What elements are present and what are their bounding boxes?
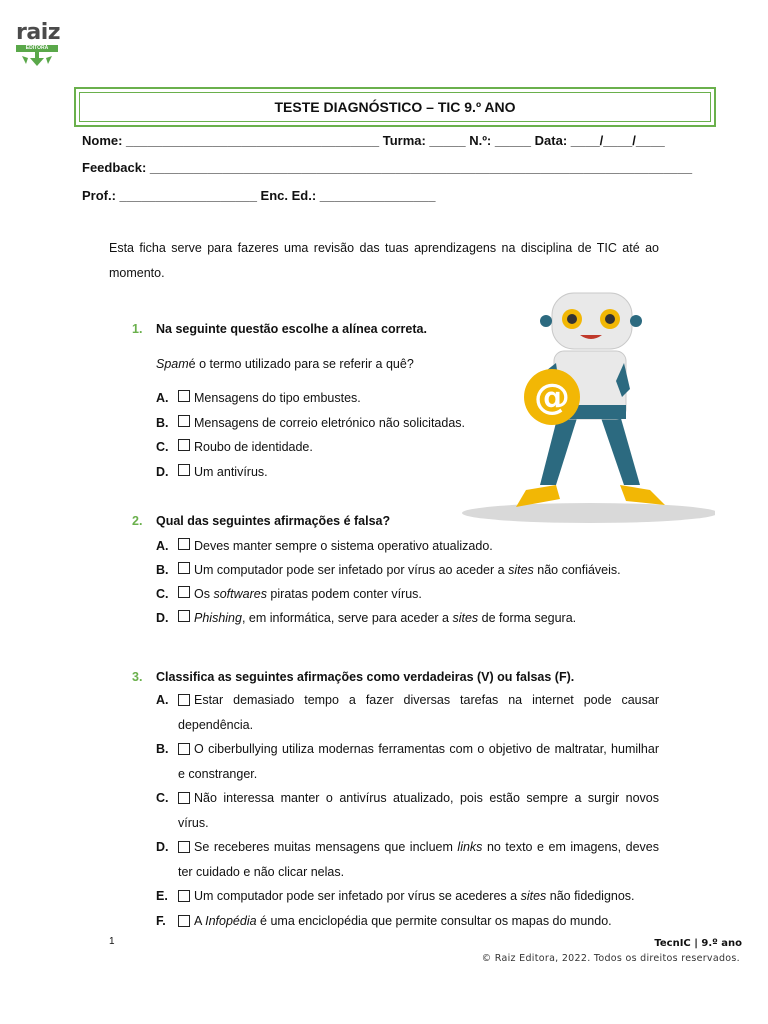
question-text: Qual das seguintes afirmações é falsa? [156,514,391,528]
q1-option-c: C. Roubo de identidade. [156,440,313,454]
page-number: 1 [109,936,115,947]
question-1-prompt [156,357,414,371]
q3-option-f: F. A Infopédia é uma enciclopédia que permite consultar os mapas do mundo. [156,914,612,928]
q2-option-c: C. Os softwares piratas podem conter vírus. [156,587,422,601]
logo-word: raiz [16,20,61,45]
q1-option-d: D. Um antivírus. [156,465,268,479]
checkbox[interactable] [178,538,190,550]
checkbox[interactable] [178,915,190,927]
checkbox[interactable] [178,562,190,574]
svg-text:@: @ [534,377,570,418]
checkbox[interactable] [178,390,190,402]
name-class-date-line: Nome: ___________________________________ Turma: _____ N.º: _____ Data: ____/____/____ [82,133,665,148]
question-number: 2. [132,514,143,528]
teacher-guardian-line: Prof.: ___________________ Enc. Ed.: ________________ [82,188,436,203]
checkbox[interactable] [178,610,190,622]
checkbox[interactable] [178,586,190,598]
checkbox[interactable] [178,694,190,706]
q3-option-e: E. Um computador pode ser infetado por vírus se acederes a sites não fidedignos. [156,889,635,903]
page-title: TESTE DIAGNÓSTICO – TIC 9.º ANO [274,99,516,115]
checkbox[interactable] [178,464,190,476]
question-3 [132,670,574,684]
checkbox[interactable] [178,890,190,902]
logo-arrows-icon [16,52,58,66]
q2-option-a: A. Deves manter sempre o sistema operativo atualizado. [156,539,493,553]
feedback-line: Feedback: ___________________________________________________________________________ [82,160,693,175]
prompt-emphasis: Spam [156,357,189,371]
checkbox[interactable] [178,415,190,427]
checkbox[interactable] [178,743,190,755]
question-number: 3. [132,670,143,684]
question-text: Na seguinte questão escolhe a alínea correta. [156,322,427,336]
q2-option-b: B. Um computador pode ser infetado por vírus ao aceder a sites não confiáveis. [156,563,621,577]
footer-brand: TecnIC | 9.º ano [654,938,742,949]
checkbox[interactable] [178,792,190,804]
q3-option-c: C. Não interessa manter o antivírus atualizado, pois estão sempre a surgir novos vírus. [156,791,659,830]
checkbox[interactable] [178,439,190,451]
robot-illustration [460,285,715,530]
title-box [74,87,716,127]
publisher-logo [16,22,62,71]
footer-copyright: © Raiz Editora, 2022. Todos os direitos reservados. [481,953,740,964]
question-1 [132,322,427,336]
q3-option-a: A. Estar demasiado tempo a fazer diversas tarefas na internet pode causar dependência. [156,693,659,732]
logo-sub: EDITORA [16,45,58,52]
q1-option-a: A. Mensagens do tipo embustes. [156,391,361,405]
prompt-text: é o termo utilizado para se referir a quê? [188,357,414,371]
question-2 [132,514,390,528]
intro-paragraph: Esta ficha serve para fazeres uma revisão das tuas aprendizagens na disciplina de TIC até ao momento. [109,241,659,280]
q3-option-d: D. Se receberes muitas mensagens que incluem links no texto e em imagens, deves ter cuidado e não clicar nelas. [156,840,659,879]
question-number: 1. [132,322,143,336]
q2-option-d: D. Phishing, em informática, serve para aceder a sites de forma segura. [156,611,577,625]
checkbox[interactable] [178,841,190,853]
q3-option-b: B. O ciberbullying utiliza modernas ferramentas com o objetivo de maltratar, humilhar e constranger. [156,742,659,781]
q1-option-b: B. Mensagens de correio eletrónico não solicitadas. [156,416,465,430]
question-text: Classifica as seguintes afirmações como verdadeiras (V) ou falsas (F). [156,670,575,684]
